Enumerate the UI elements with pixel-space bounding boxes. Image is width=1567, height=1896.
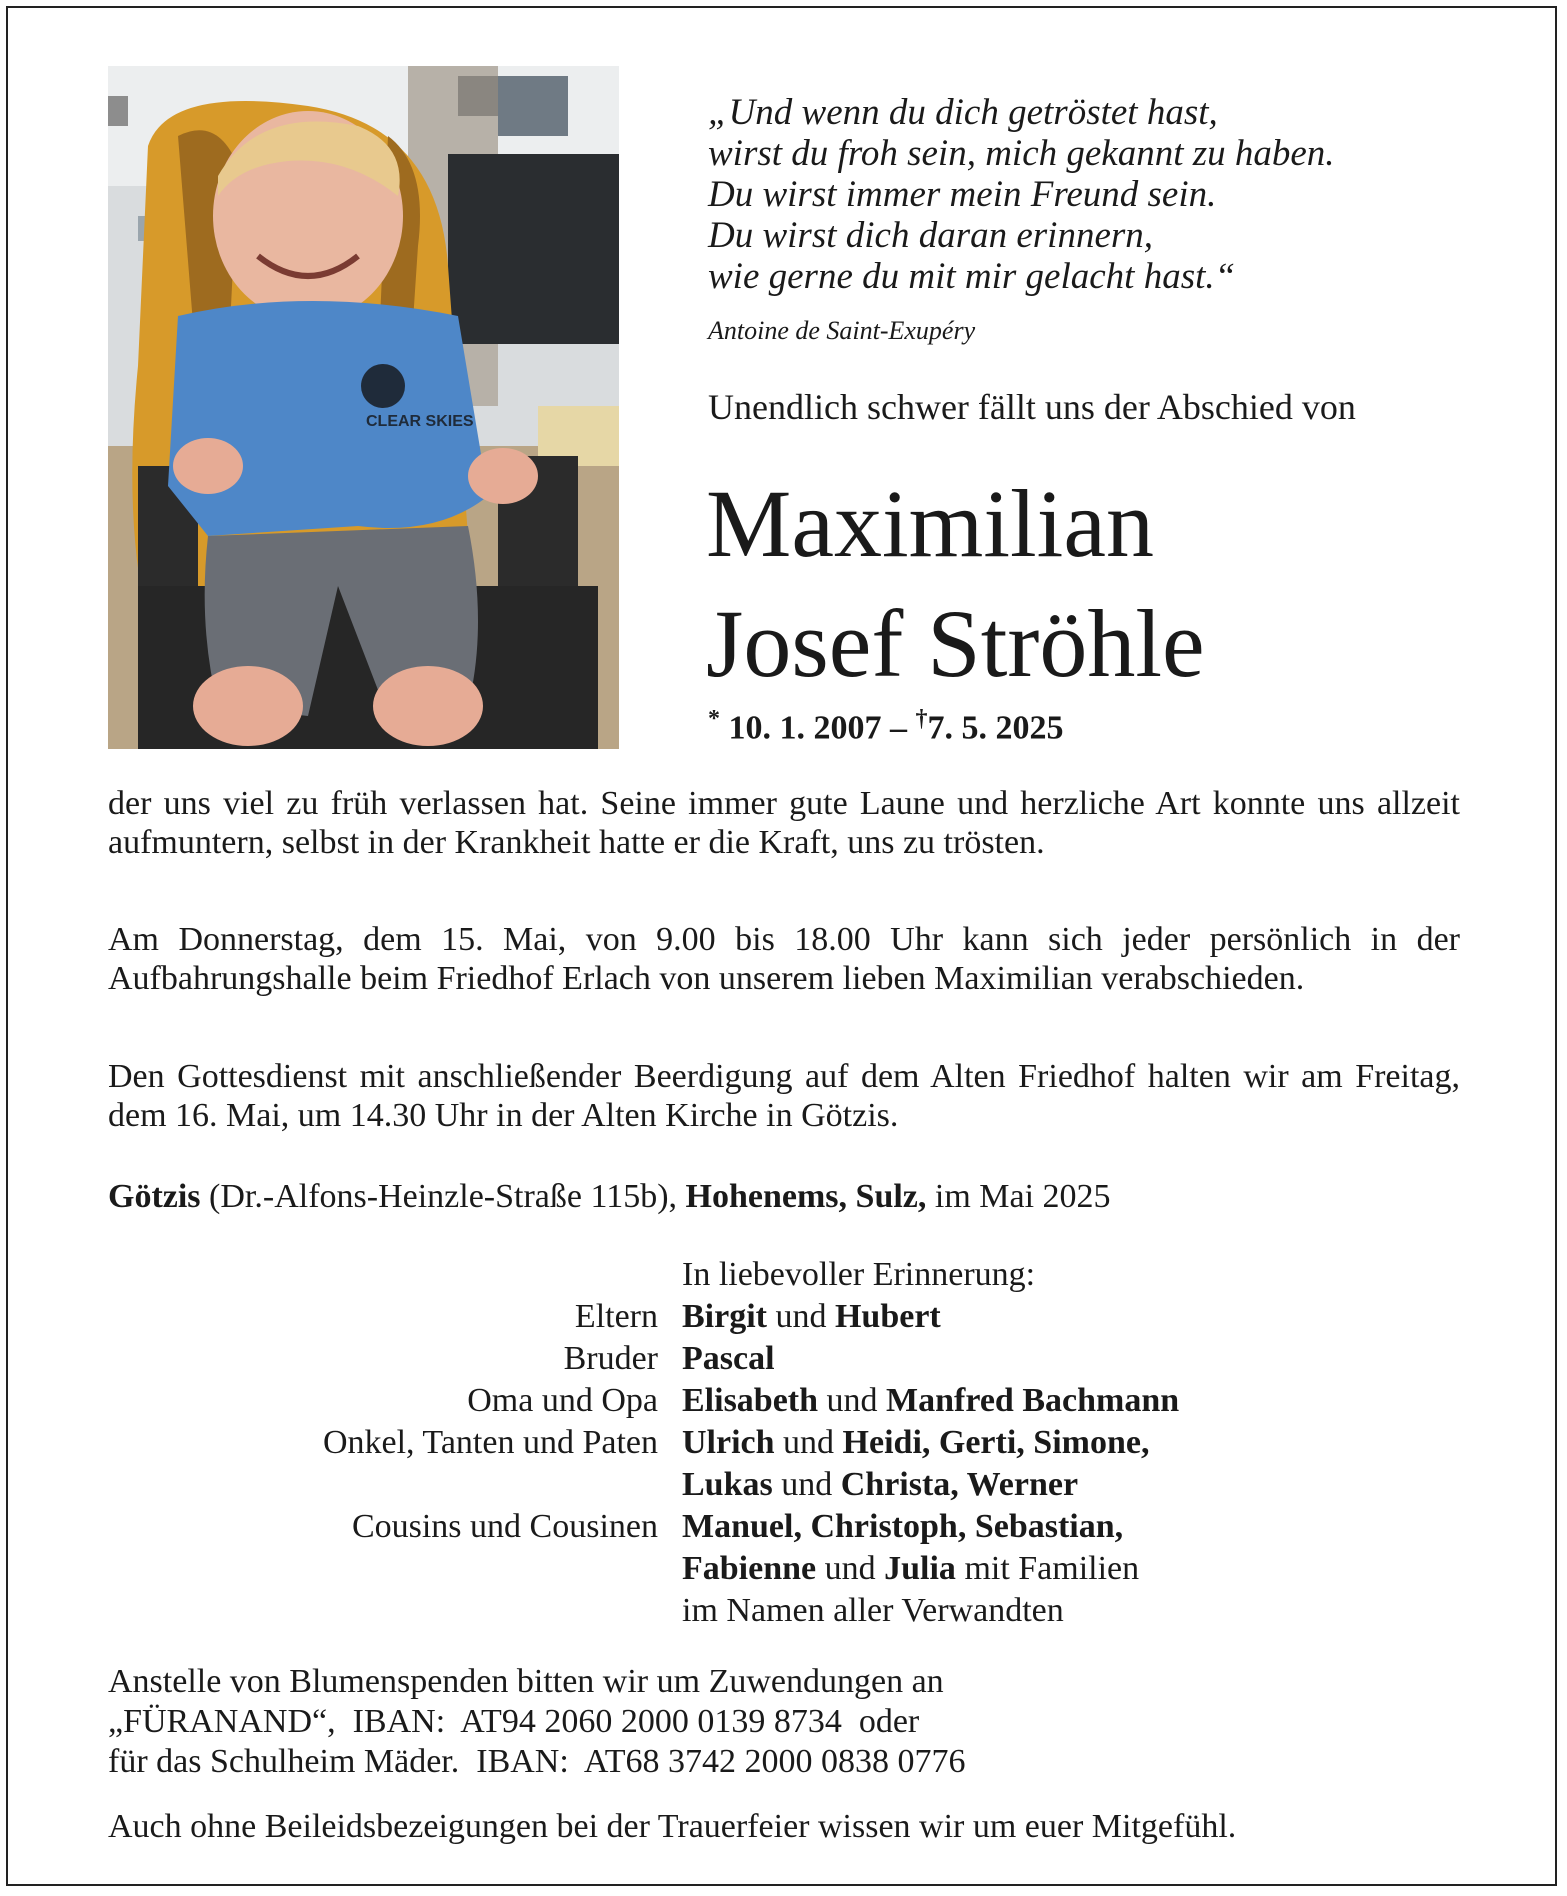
member-connector: und bbox=[772, 1466, 841, 1503]
member-connector: und bbox=[766, 1298, 835, 1335]
member-name: Hubert bbox=[834, 1298, 941, 1335]
family-row bbox=[108, 1548, 1508, 1590]
death-mark: † bbox=[915, 706, 928, 732]
intro-text: Unendlich schwer fällt uns der Abschied von bbox=[708, 387, 1356, 427]
place-date: im Mai 2025 bbox=[934, 1178, 1111, 1215]
shirt-print: CLEAR SKIES bbox=[366, 413, 474, 430]
family-relation: Onkel, Tanten und Paten bbox=[322, 1424, 658, 1461]
quote-line: „Und wenn du dich getröstet hast, bbox=[708, 92, 1218, 133]
family-members bbox=[682, 1422, 1149, 1464]
member-name: Birgit bbox=[682, 1298, 767, 1335]
family-members bbox=[682, 1296, 941, 1338]
family-row bbox=[108, 1422, 1508, 1464]
family-members bbox=[682, 1380, 1179, 1422]
place-address: (Dr.-Alfons-Heinzle-Straße 115b), bbox=[209, 1178, 678, 1215]
portrait-photo bbox=[108, 66, 619, 749]
family-relation bbox=[108, 1548, 682, 1590]
donation-line: „FÜRANAND“, IBAN: AT94 2060 2000 0139 8734 oder bbox=[108, 1703, 920, 1740]
donation-line: Anstelle von Blumenspenden bitten wir um Zuwendungen an bbox=[108, 1663, 944, 1700]
paragraph-viewing: Am Donnerstag, dem 15. Mai, von 9.00 bis 18.00 Uhr kann sich jeder persönlich in der Aufbahrungshalle beim Friedhof Erlach von unserem lieben Maximilian verabschieden. bbox=[108, 921, 1460, 997]
member-name: Fabienne bbox=[682, 1550, 817, 1587]
family-members bbox=[682, 1506, 1123, 1548]
last-name: Josef Ströhle bbox=[706, 590, 1205, 697]
family-row bbox=[108, 1338, 1508, 1380]
member-name: Manuel, Christoph, Sebastian, bbox=[682, 1508, 1124, 1545]
member-name: Julia bbox=[884, 1550, 956, 1587]
family-list bbox=[108, 1254, 1508, 1632]
deceased-name bbox=[706, 464, 1205, 704]
member-name: Ulrich bbox=[682, 1424, 775, 1461]
place-others: Hohenems, Sulz, bbox=[685, 1178, 927, 1215]
family-members bbox=[682, 1590, 1064, 1632]
birth-date: 10. 1. 2007 bbox=[728, 709, 882, 747]
family-row bbox=[108, 1464, 1508, 1506]
family-relation: Oma und Opa bbox=[467, 1382, 658, 1419]
family-row bbox=[108, 1380, 1508, 1422]
birth-mark: * bbox=[708, 706, 720, 732]
donation-note bbox=[108, 1662, 966, 1782]
family-members bbox=[682, 1464, 1078, 1506]
death-date: 7. 5. 2025 bbox=[927, 709, 1064, 747]
closing-note: Auch ohne Beileidsbezeigungen bei der Trauerfeier wissen wir um euer Mitgefühl. bbox=[108, 1808, 1237, 1845]
member-name: Christa, Werner bbox=[840, 1466, 1079, 1503]
member-name: Manfred Bachmann bbox=[886, 1382, 1180, 1419]
member-name: Heidi, Gerti, Simone, bbox=[842, 1424, 1150, 1461]
place-and-date bbox=[108, 1178, 1111, 1216]
quote-author: Antoine de Saint-Exupéry bbox=[708, 316, 976, 345]
life-dates bbox=[708, 706, 1064, 747]
family-row bbox=[108, 1590, 1508, 1632]
first-name: Maximilian bbox=[706, 470, 1154, 577]
member-connector: und bbox=[816, 1550, 885, 1587]
family-row bbox=[108, 1296, 1508, 1338]
place-town: Götzis bbox=[108, 1178, 201, 1215]
portrait-illustration bbox=[108, 66, 619, 749]
paragraph-farewell: der uns viel zu früh verlassen hat. Seine immer gute Laune und herzliche Art konnte uns allzeit aufmuntern, selbst in der Krankheit hatte er die Kraft, uns zu trösten. bbox=[108, 785, 1460, 861]
paragraph-funeral: Den Gottesdienst mit anschließender Beerdigung auf dem Alten Friedhof halten wir am Freitag, dem 16. Mai, um 14.30 Uhr in der Alten Kirche in Götzis. bbox=[108, 1058, 1460, 1134]
family-relation: Cousins und Cousinen bbox=[351, 1508, 658, 1545]
family-relation bbox=[108, 1590, 682, 1632]
family-relation: Eltern bbox=[574, 1298, 658, 1335]
member-name: Elisabeth bbox=[682, 1382, 819, 1419]
member-name: Lukas bbox=[682, 1466, 773, 1503]
family-members bbox=[682, 1338, 775, 1380]
family-relation: Bruder bbox=[563, 1340, 658, 1377]
family-heading-row bbox=[108, 1254, 1508, 1296]
family-row bbox=[108, 1506, 1508, 1548]
member-connector: im Namen aller Verwandten bbox=[682, 1592, 1064, 1629]
member-connector: mit Familien bbox=[955, 1550, 1140, 1587]
date-separator: – bbox=[890, 709, 907, 747]
quote-line: Du wirst dich daran erinnern, bbox=[708, 215, 1154, 256]
member-name: Pascal bbox=[682, 1340, 775, 1377]
quote bbox=[708, 92, 1508, 297]
family-members bbox=[682, 1548, 1139, 1590]
quote-line: wie gerne du mit mir gelacht hast.“ bbox=[708, 256, 1236, 297]
member-connector: und bbox=[818, 1382, 887, 1419]
family-relation bbox=[108, 1464, 682, 1506]
quote-line: wirst du froh sein, mich gekannt zu haben. bbox=[708, 133, 1335, 174]
quote-line: Du wirst immer mein Freund sein. bbox=[708, 174, 1217, 215]
family-heading: In liebevoller Erinnerung: bbox=[682, 1256, 1036, 1293]
member-connector: und bbox=[774, 1424, 843, 1461]
donation-line: für das Schulheim Mäder. IBAN: AT68 3742 2000 0838 0776 bbox=[108, 1743, 966, 1780]
